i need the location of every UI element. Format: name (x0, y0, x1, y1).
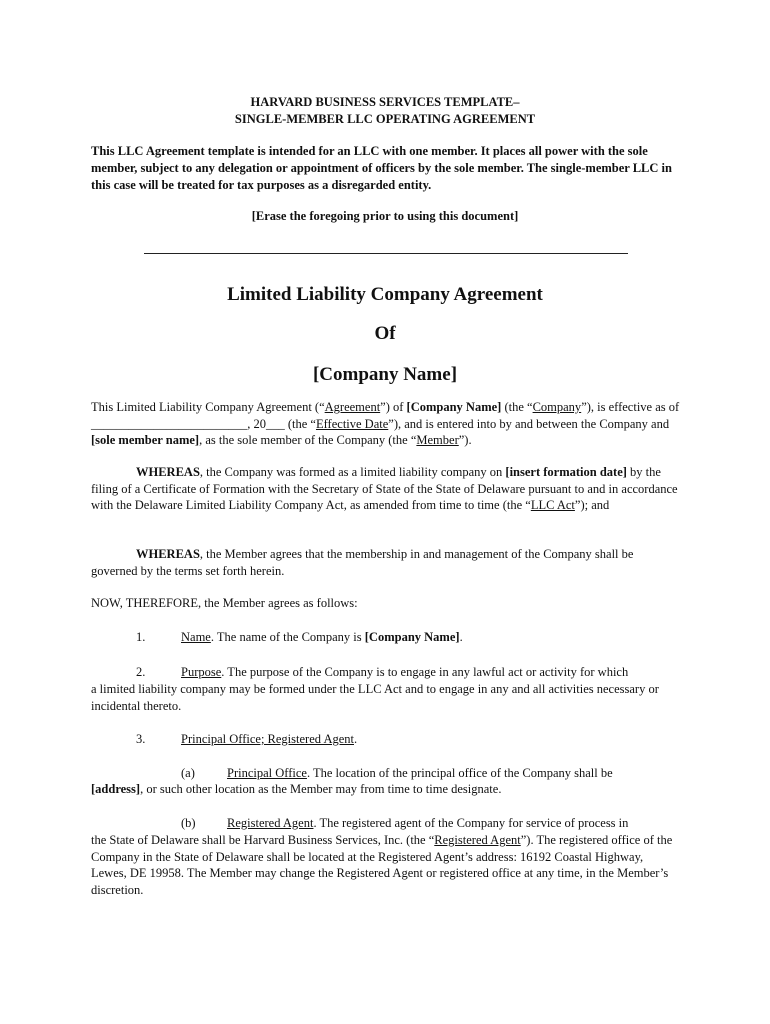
company-name-placeholder: [Company Name] (406, 400, 502, 414)
template-header-line1: HARVARD BUSINESS SERVICES TEMPLATE– (250, 95, 520, 109)
defined-term-company: Company (532, 400, 582, 414)
erase-note: [Erase the foregoing prior to using this document] (251, 209, 519, 223)
defined-term-effective-date: Effective Date (315, 416, 389, 431)
section-3-number: 3. (136, 732, 146, 746)
now-therefore: NOW, THEREFORE, the Member agrees as follows: (91, 596, 358, 610)
agreement-title-of: Of (374, 323, 396, 344)
section-2-first-line: Purpose. The purpose of the Company is to engage in any lawful act or activity for which (181, 665, 629, 679)
section-3a-principal-office: [address], or such other location as the Member may from time to time designate. (91, 782, 502, 796)
defined-term-member: Member (416, 433, 459, 447)
defined-term-llc-act: LLC Act (530, 498, 575, 512)
section-1-number: 1. (136, 630, 146, 644)
sole-member-placeholder: [sole member name] (91, 433, 200, 447)
section-2-purpose: a limited liability company may be formed under the LLC Act and to engage in any and all activities necessary or incidental thereto. (91, 682, 659, 713)
address-placeholder: [address] (91, 782, 141, 796)
section-3b-first-line: Registered Agent. The registered agent of the Company for service of process in (227, 816, 629, 830)
whereas-paragraph-1: WHEREAS, the Company was formed as a limited liability company on [insert formation date] by the filing of a Certificate of Formation with the Secretary of State of the State of Delaware pursuant to and in accordance with the Delaware Limited Liability Company Act, as amended from time to time (the “LLC Act”); and (91, 465, 678, 512)
agreement-title-company: [Company Name] (312, 364, 458, 385)
agreement-title: Limited Liability Company Agreement (227, 284, 543, 305)
section-3-heading: Principal Office; Registered Agent. (181, 732, 358, 746)
section-1-name: Name. The name of the Company is [Company Name]. (181, 630, 463, 644)
formation-date-placeholder: [insert formation date] (505, 465, 627, 479)
section-3a-first-line: Principal Office. The location of the principal office of the Company shall be (227, 766, 613, 780)
defined-term-registered-agent: Registered Agent (434, 833, 521, 847)
defined-term-agreement: Agreement (324, 400, 381, 414)
divider-line (144, 253, 628, 254)
template-header-line2: SINGLE-MEMBER LLC OPERATING AGREEMENT (234, 112, 536, 126)
opening-paragraph: This Limited Liability Company Agreement (“Agreement”) of [Company Name] (the “Company”), is effective as of _________________________, 20___ (the “Effective Date”), and is entered into by and between the Company and [sole member name], as the sole member of the Company (the “Member”). (91, 400, 680, 447)
section-3b-registered-agent: the State of Delaware shall be Harvard Business Services, Inc. (the “Registered Agent”). The registered office of the Company in the State of Delaware shall be located at the Registered Agent’s address: 16192 Coastal Highway, Lewes, DE 19958. The Member may change the Registered Agent or registered office at any time, in the Member’s discretion. (91, 833, 673, 897)
whereas-paragraph-2: WHEREAS, the Member agrees that the membership in and management of the Company shall be governed by the terms set forth herein. (91, 547, 634, 578)
section-2-number: 2. (136, 665, 146, 679)
template-intro: This LLC Agreement template is intended for an LLC with one member. It places all power with the sole member, subject to any delegation or appointment of officers by the sole member. The single-member LLC in this case will be treated for tax purposes as a disregarded entity. (91, 144, 672, 192)
section-3b-label: (b) (181, 816, 196, 830)
section-3a-label: (a) (181, 766, 195, 780)
